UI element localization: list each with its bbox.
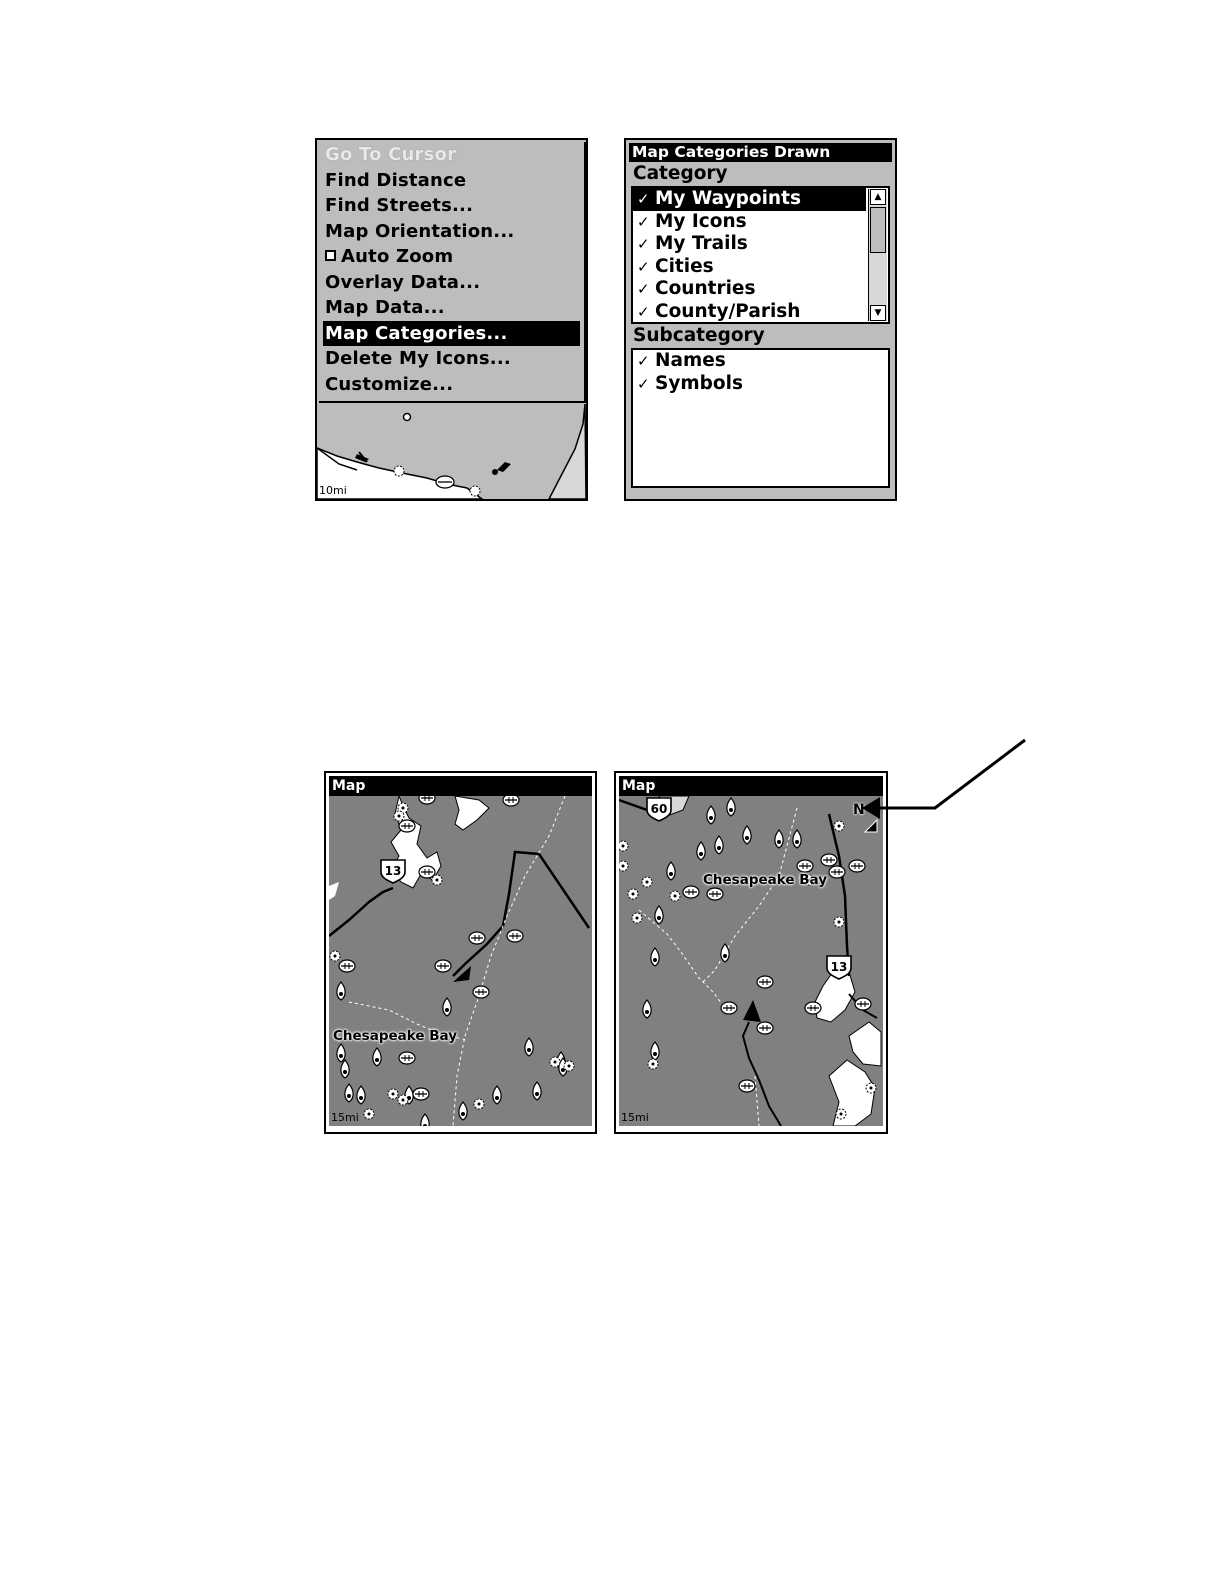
checkmark-icon: ✓ [637,190,650,208]
wreck-icon [469,932,485,944]
rock-icon [836,1109,846,1119]
map-graphic-right [619,796,882,1126]
buoy-icon [345,1084,353,1102]
rock-icon [564,1061,574,1071]
map-menu [319,142,586,403]
north-indicator: N [853,802,865,818]
wreck-icon [419,866,435,878]
subcategory-list[interactable] [631,348,890,488]
category-item-my-waypoints[interactable] [633,188,866,211]
wreck-icon [339,960,355,972]
map-screen-left [324,771,597,1134]
checkmark-icon: ✓ [637,374,650,393]
menu-item-customize[interactable]: Customize... [325,373,454,395]
checkmark-icon: ✓ [637,280,650,298]
rock-icon [398,1095,408,1105]
wreck-icon [821,854,837,866]
wreck-icon [399,1052,415,1064]
rock-icon [394,811,404,821]
mini-map[interactable] [317,404,586,499]
mini-map-scale: 10mi [319,484,347,497]
checkmark-icon: ✓ [637,352,650,370]
wreck-icon [739,1080,755,1092]
buoy-icon [337,1044,345,1062]
auto-zoom-label: Auto Zoom [341,246,454,267]
place-label: Chesapeake Bay [333,1028,458,1044]
wreck-icon [797,860,813,872]
scroll-thumb[interactable] [870,207,886,253]
scroll-up-icon[interactable]: ▲ [870,189,886,205]
rock-icon [628,889,638,899]
checkmark-icon: ✓ [637,257,650,276]
callout-arrow-icon [860,735,1030,825]
rock-icon [670,891,680,901]
rock-icon [632,913,642,923]
buoy-icon [793,830,801,848]
category-scrollbar[interactable] [868,189,887,321]
buoy-icon [727,798,735,816]
mini-map-graphic [317,404,586,499]
wreck-icon [419,796,435,804]
category-item-label: Countries [655,278,756,299]
buoy-icon [697,842,705,860]
menu-item-overlay-data[interactable]: Overlay Data... [325,271,481,293]
menu-item-delete-my-icons[interactable]: Delete My Icons... [325,348,511,369]
rock-icon [648,1059,658,1069]
category-item-label: County/Parish [655,300,801,322]
buoy-icon [373,1048,381,1066]
wreck-icon [849,860,865,872]
category-item-label: My Trails [655,233,748,254]
buoy-icon [525,1038,533,1056]
map-graphic-left [329,796,591,1126]
map-menu-screen [315,138,588,501]
menu-item-find-streets[interactable]: Find Streets... [325,195,474,216]
rock-icon [388,1089,398,1099]
category-item-label: My Waypoints [655,188,801,209]
menu-item-map-orientation[interactable]: Map Orientation... [325,220,515,242]
map-title: Map [619,776,883,796]
category-list[interactable] [631,186,890,324]
buoy-icon [707,806,715,824]
subcategory-item-label: Symbols [655,372,743,394]
wreck-icon [707,888,723,900]
buoy-icon [667,862,675,880]
map-scale: 15mi [621,1111,649,1124]
category-item-my-icons[interactable] [633,211,888,234]
rock-icon [642,877,652,887]
category-item-countries[interactable] [633,278,888,301]
buoy-icon [357,1086,365,1104]
highway-shield-label: 60 [650,802,668,816]
auto-zoom-checkbox[interactable] [325,250,336,261]
subcategory-item-names[interactable] [633,350,888,373]
wreck-icon [507,930,523,942]
wreck-icon [805,1002,821,1014]
buoy-icon [421,1114,429,1126]
category-item-label: Cities [655,255,714,277]
checkmark-icon: ✓ [637,235,650,253]
menu-item-auto-zoom[interactable] [319,244,584,270]
buoy-icon [341,1060,349,1078]
map-scale: 15mi [331,1111,359,1124]
buoy-icon [651,1042,659,1060]
dialog-title: Map Categories Drawn [629,143,892,162]
rock-icon [364,1109,374,1119]
highway-shield-label: 13 [384,864,402,878]
checkmark-icon: ✓ [637,212,650,231]
map-categories-dialog [624,138,897,501]
category-label: Category [633,163,728,184]
rock-icon [330,951,340,961]
highway-shield-label: 13 [830,960,848,974]
wreck-icon [473,986,489,998]
menu-item-go-to-cursor[interactable]: Go To Cursor [325,144,457,165]
place-label: Chesapeake Bay [703,872,828,888]
map-screen-right [614,771,888,1134]
wreck-icon [399,820,415,832]
category-item-my-trails[interactable] [633,233,888,256]
rock-icon [474,1099,484,1109]
buoy-icon [459,1102,467,1120]
menu-item-find-distance[interactable]: Find Distance [325,169,467,191]
scroll-down-icon[interactable]: ▼ [870,305,886,321]
wreck-icon [829,866,845,878]
buoy-icon [337,982,345,1000]
buoy-icon [775,830,783,848]
map-title: Map [329,776,592,796]
category-item-cities[interactable] [633,256,888,279]
buoy-icon [651,948,659,966]
wreck-icon [721,1002,737,1014]
subcategory-item-label: Names [655,350,726,371]
menu-item-map-categories[interactable]: Map Categories... [323,321,580,347]
highway-shield-icon [647,798,671,821]
buoy-icon [743,826,751,844]
checkmark-icon: ✓ [637,302,650,321]
subcategory-item-symbols[interactable] [633,373,888,396]
buoy-icon [493,1086,501,1104]
buoy-icon [533,1082,541,1100]
buoy-icon [655,906,663,924]
map-view-left[interactable] [329,796,592,1126]
rock-icon [619,841,628,851]
buoy-icon [715,836,723,854]
rock-icon [432,875,442,885]
wreck-icon [435,960,451,972]
rock-icon [866,1083,876,1093]
rock-icon [550,1057,560,1067]
rock-icon [834,917,844,927]
wreck-icon [683,886,699,898]
rock-icon [834,821,844,831]
category-item-label: My Icons [655,210,747,232]
position-arrow-icon [743,1000,761,1022]
category-item-county-parish[interactable] [633,301,888,324]
map-view-right[interactable] [619,796,883,1126]
rock-icon [619,861,628,871]
wreck-icon [503,796,519,806]
subcategory-label: Subcategory [633,325,765,346]
buoy-icon [721,944,729,962]
wreck-icon [855,998,871,1010]
buoy-icon [643,1000,651,1018]
wreck-icon [757,976,773,988]
wreck-icon [413,1088,429,1100]
menu-item-map-data[interactable]: Map Data... [325,297,445,318]
buoy-icon [443,998,451,1016]
wreck-icon [757,1022,773,1034]
